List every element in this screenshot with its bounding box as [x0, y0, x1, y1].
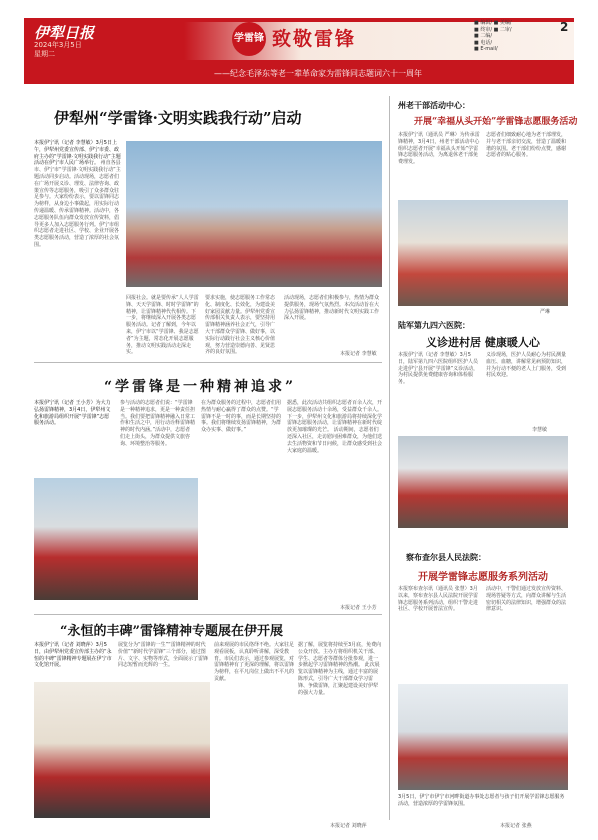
- sidebar-mid-kicker: 陆军第九四六医院：: [398, 320, 470, 330]
- main-headline: 伊犁州“学雷锋·文明实践我行动”启动: [54, 109, 302, 127]
- sidebar-top-col-1: 本报伊宁讯（通讯员 严琳）为传承雷锋精神，3月4日，州老干部活动中心组织志愿者开展“幸福从头开始”学雷锋志愿服务活动，为离退休老干部免费理发。: [398, 132, 480, 166]
- exhibition-headline: “永恒的丰碑”雷锋精神专题展在伊开展: [60, 624, 283, 639]
- editor-info: [474, 20, 552, 53]
- sidebar-mid-byline: 李慧敏: [532, 427, 548, 433]
- sidebar-mid-col-2: 义诊现场，医护人员耐心为村民测量血压、血糖，讲解常见病预防知识，并为行动不便的老人上门服务，受到村民欢迎。: [486, 352, 567, 379]
- section-divider: [34, 614, 382, 615]
- issue-date: 2024年3月5日: [34, 41, 82, 49]
- lei-feng-emblem-icon: [232, 22, 266, 56]
- exhibition-col-1: [34, 642, 114, 678]
- sidebar-top-col-2: 志愿者们细致耐心地为老干部理发，并与老干部亲切交流，营造了温暖和谐的氛围。老干部们纷纷点赞，感谢志愿者的贴心服务。: [486, 132, 567, 159]
- editor-line: ■ 电话/: [474, 39, 492, 46]
- emblem-text: 学雷锋: [234, 33, 264, 44]
- pursuit-lead: 本报伊宁讯（记者 王小芳）为大力弘扬雷锋精神，3月4日，伊犁州文化和旅游局组织开展“学雷锋”志愿服务活动。: [34, 400, 111, 427]
- editor-line: ■ E-mail/: [474, 46, 498, 52]
- editor-line: ■ 二编/: [474, 33, 492, 39]
- main-article-col-3: 要求实施，使志愿服务工作常态化、制度化、长效化，为建设美好家园贡献力量。伊犁州党委宣传部相关负责人表示，要坚持用雷锋精神涵养社会正气，引导广大干部群众学雷锋、做好事，以实际行动践行社会主义核心价值观，努力营造崇德向善、见贤思齐的良好氛围。: [205, 295, 276, 356]
- sidebar-bottom-byline: 本报记者 张燕: [500, 823, 532, 829]
- pursuit-col-2: 参与活动的志愿者们说：“学雷锋是一种精神追求，更是一种责任担当。我们要把雷锋精神融入日常工作和生活之中，用行动诠释雷锋精神的时代内涵。”活动中，志愿者们走上街头，为群众提供文旅咨询、环境整治等服务。: [120, 400, 196, 447]
- exhibition-col-3: 前来观展的市民络绎不绝。大家驻足观看展板，认真聆听讲解，深受教育。市民们表示，通过参观展览，对雷锋精神有了更深的理解，将以雷锋为榜样，在平凡岗位上做出不平凡的贡献。: [214, 642, 295, 682]
- sidebar-bottom-kicker: 察布查尔县人民法院：: [406, 552, 486, 562]
- exhibition-photo: [34, 682, 210, 818]
- editor-line: ■ 编辑/ ■ 美编/: [474, 20, 512, 26]
- pursuit-col-4: [287, 400, 382, 600]
- banner-theme: 致敬雷锋: [272, 28, 357, 50]
- square-event-photo: [126, 141, 382, 287]
- main-article-col-4: 活动现场，志愿者们积极参与，热情为群众提供服务，现场气氛热烈。本次活动旨在大力弘扬雷锋精神，推动新时代文明实践工作深入开展。: [284, 295, 380, 322]
- editor-line: ■ 终审/ ■ 二审/: [474, 26, 512, 33]
- main-byline: 本报记者 李慧敏: [340, 351, 377, 357]
- weekday: 星期二: [34, 50, 55, 58]
- sidebar-bottom-col-1: 本报察布查尔讯（通讯员 张慧）3月以来，察布查尔县人民法院开展学雷锋志愿服务系列活动，组织干警走进社区、学校开展普法宣传。: [398, 586, 479, 613]
- haircut-photo: [398, 200, 568, 306]
- exhibition-body-d: 此次展览以雷锋精神为主线，通过丰富的展陈形式，引导广大干部群众学习雷锋、争做雷锋，汇聚起建设美好伊犁的强大力量。: [298, 662, 380, 696]
- volunteer-photo: [34, 478, 198, 600]
- pursuit-col-3: 在为群众服务的过程中，志愿者们用热情与耐心赢得了群众的点赞。“学雷锋不是一时的事，而是长期坚持的事。我们将继续发扬雷锋精神，为群众办实事、做好事。”: [201, 400, 282, 434]
- sidebar-top-headline: 开展“幸福从头开始”学雷锋志愿服务活动: [414, 117, 578, 127]
- banner-subtitle: ——纪念毛泽东等老一辈革命家为雷锋同志题词六十一周年: [214, 69, 422, 78]
- page-number: 2: [560, 20, 569, 34]
- main-article-col-2: 回报社会。就是要传承“人人学雷锋、天天学雷锋、时时学雷锋”的精神，让雷锋精神代代相传。下一步，将继续深入开展各类志愿服务活动。记者了解到，今年以来，伊宁市以“学雷锋、我是志愿者”为主题，常态化开展志愿服务，推动文明实践活动走深走实。: [126, 295, 199, 356]
- exhibition-byline: 本报记者 刘晓萍: [330, 823, 367, 829]
- sidebar-mid-headline: 义诊进村居 健康暖人心: [426, 336, 540, 349]
- exhibition-lead: 本报伊宁讯（记者 刘晓萍）3月5日，由伊犁州党委宣传部主办的“永恒的丰碑”雷锋精神专题展在伊宁市文化馆开展。: [34, 642, 112, 669]
- sidebar-top-byline: 严琳: [540, 309, 551, 315]
- main-article-col-1: [34, 140, 122, 336]
- medical-photo: [398, 436, 568, 528]
- main-lead: 本报伊宁讯（记者 李慧敏）3月5日上午，伊犁州党委宣传部、伊宁市委、政府主办的“学雷锋·文明实践我行动”主题活动在伊宁市人民广场举行。: [34, 140, 121, 167]
- pursuit-body-d: 活动期间，志愿者们还深入社区，走访慰问困难群众，为他们送去生活物资和节日问候，让群众感受到社会大家庭的温暖。: [287, 427, 383, 454]
- sidebar-top-kicker: 州老干部活动中心：: [398, 100, 470, 110]
- community-photo: [398, 684, 568, 790]
- sidebar-bottom-headline: 开展学雷锋志愿服务系列活动: [418, 572, 548, 583]
- masthead-title: 伊犁日报: [34, 24, 95, 42]
- section-divider: [34, 362, 382, 363]
- column-divider: [389, 96, 390, 820]
- pursuit-byline: 本报记者 王小芳: [340, 605, 377, 611]
- exhibition-body-c: 据了解，展览将持续至3月底，免费向公众开放。主办方将组织机关干部、学生、志愿者等群体分批参观，进一步掀起学习雷锋精神的热潮。: [298, 642, 382, 669]
- community-photo-caption: 3月5日，伊宁市伊宁市河畔街道办事处志愿者与孩子们开展学雷锋志愿服务活动，营造浓厚的学雷锋氛围。: [398, 794, 565, 807]
- page-banner: [24, 18, 574, 84]
- pursuit-body-c: 据悉，此次活动共组织志愿者百余人次，开展志愿服务活动十余场，受益群众千余人。下一步，伊犁州文化和旅游局将持续深化学雷锋志愿服务活动，让雷锋精神在新时代绽放更加璀璨的光芒。: [287, 400, 383, 434]
- sidebar-bottom-col-2: 活动中，干警们通过发放宣传资料、现场答疑等方式，向群众讲解与生活密切相关的法律知识，增强群众的法律意识。: [486, 586, 567, 613]
- pursuit-headline: “学雷锋是一种精神追求”: [104, 379, 297, 395]
- main-body-left: 州直各县市、伊宁市“学雷锋·文明实践我行动”主题活动同步启动。活动现场，志愿者们在广场开展义诊、理发、法律咨询、政策宣传等志愿服务，吸引了众多群众驻足参与。大家纷纷表示，要以雷锋同志为榜样，从身边小事做起，用实际行动传递温暖、传承雷锋精神。活动中，各志愿服务队伍向群众发放宣传资料，倡导更多人加入志愿服务行列。伊宁市组织志愿者走进社区、学校、企业开展各类志愿服务活动，营造了浓厚的社会氛围。: [34, 160, 121, 248]
- exhibition-col-4: [298, 642, 382, 818]
- sidebar-mid-col-1: 本报伊宁讯（记者 李慧敏）3月5日，陆军第九四六医院组织医护人员走进伊宁县开展“学雷锋”义诊活动，为村民提供免费健康咨询和体检服务。: [398, 352, 479, 386]
- pursuit-col-1: [34, 400, 114, 476]
- exhibition-col-2: 展览分为“雷锋的一生”“雷锋精神的时代价值”“新时代学雷锋”三个部分，通过图片、文字、实物等形式，全面展示了雷锋同志短暂而光辉的一生。: [118, 642, 209, 669]
